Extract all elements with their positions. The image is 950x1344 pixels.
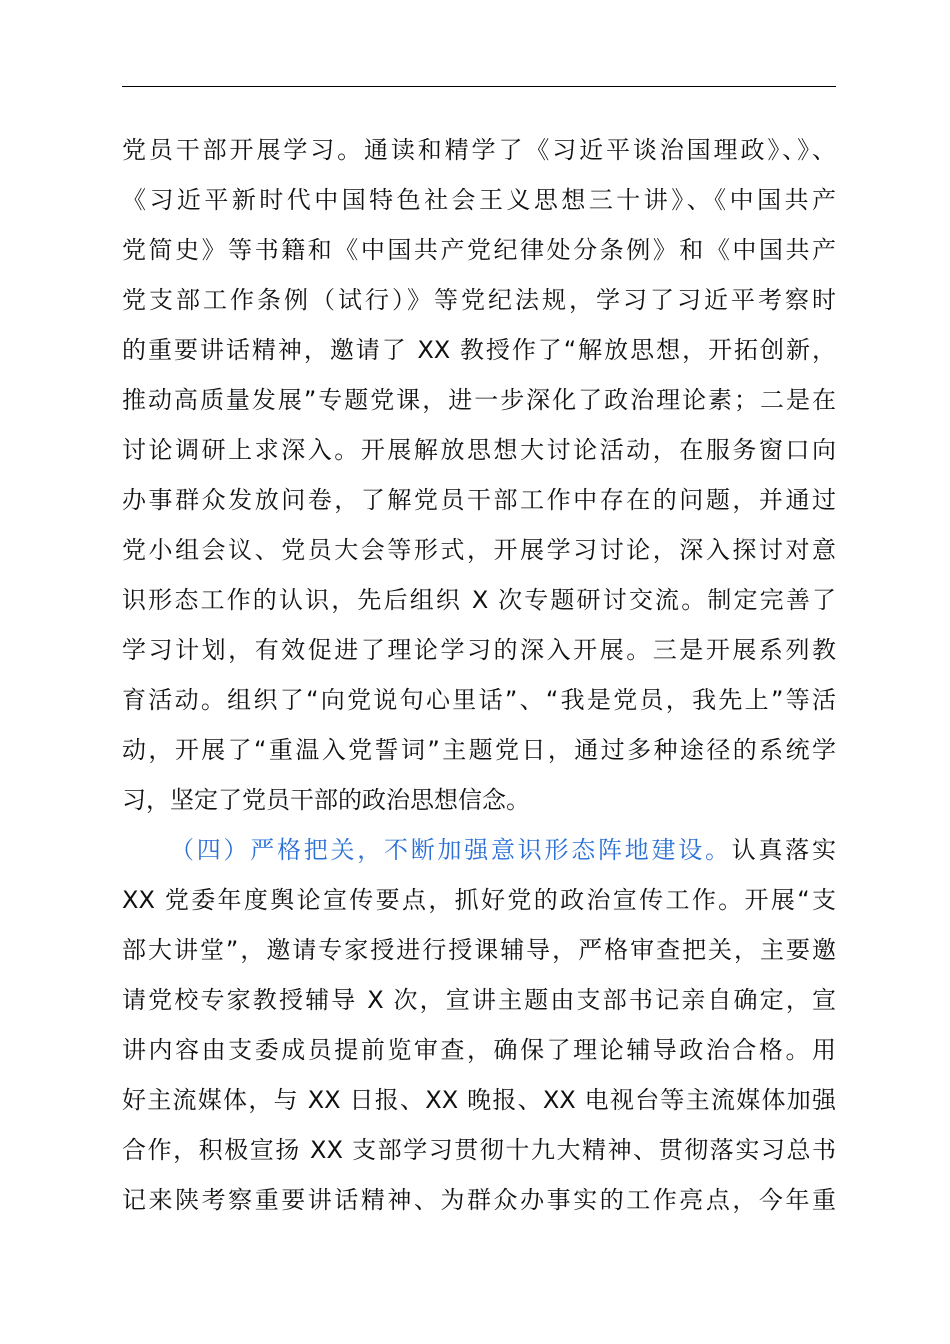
text-line: 党小组会议、党员大会等形式，开展学习讨论，深入探讨对意 xyxy=(122,536,836,564)
text-line: 党支部工作条例（试行）》等党纪法规，学习了习近平考察时 xyxy=(122,286,836,314)
paragraph-1 xyxy=(122,125,836,825)
text-line: 学习计划，有效促进了理论学习的深入开展。三是开展系列教 xyxy=(122,636,836,664)
text-line: 讲内容由支委成员提前览审查，确保了理论辅导政治合格。用 xyxy=(122,1036,836,1064)
text-line: 记来陕考察重要讲话精神、为群众办事实的工作亮点，今年重 xyxy=(122,1186,836,1214)
body-text xyxy=(122,125,836,1225)
text-line: XX 党委年度舆论宣传要点，抓好党的政治宣传工作。开展“支 xyxy=(122,886,836,914)
text-line: 育活动。组织了“向党说句心里话”、“我是党员，我先上”等活 xyxy=(122,686,836,714)
text-line: 推动高质量发展”专题党课，进一步深化了政治理论素；二是在 xyxy=(122,386,836,414)
text-line: 习，坚定了党员干部的政治思想信念。 xyxy=(122,786,530,814)
text-line: 党员干部开展学习。通读和精学了《习近平谈治国理政》、》、 xyxy=(122,136,836,164)
text-line: 部大讲堂”，邀请专家授进行授课辅导，严格审查把关，主要邀 xyxy=(122,936,836,964)
text-line: 好主流媒体，与 XX 日报、XX 晚报、XX 电视台等主流媒体加强 xyxy=(122,1086,836,1114)
text-line: 办事群众发放问卷，了解党员干部工作中存在的问题，并通过 xyxy=(122,486,836,514)
text-line: 的重要讲话精神，邀请了 XX 教授作了“解放思想，开拓创新， xyxy=(122,336,836,364)
header-rule xyxy=(122,86,836,87)
text-line: 讨论调研上求深入。开展解放思想大讨论活动，在服务窗口向 xyxy=(122,436,836,464)
text-line: 合作，积极宣扬 XX 支部学习贯彻十九大精神、贯彻落实习总书 xyxy=(122,1136,836,1164)
section-heading: （四）严格把关，不断加强意识形态阵地建设。 xyxy=(170,836,732,864)
text-line: 动，开展了“重温入党誓词”主题党日，通过多种途径的系统学 xyxy=(122,736,836,764)
text-line: 识形态工作的认识，先后组织 X 次专题研讨交流。制定完善了 xyxy=(122,586,836,614)
paragraph-2 xyxy=(122,825,836,1225)
heading-continuation: 认真落实 xyxy=(731,836,836,864)
text-line: 党简史》等书籍和《中国共产党纪律处分条例》和《中国共产 xyxy=(122,236,836,264)
text-line: 请党校专家教授辅导 X 次，宣讲主题由支部书记亲自确定，宣 xyxy=(122,986,836,1014)
paragraph-2-first-line xyxy=(122,825,836,875)
text-line: 《习近平新时代中国特色社会王义思想三十讲》、《中国共产 xyxy=(122,186,836,214)
